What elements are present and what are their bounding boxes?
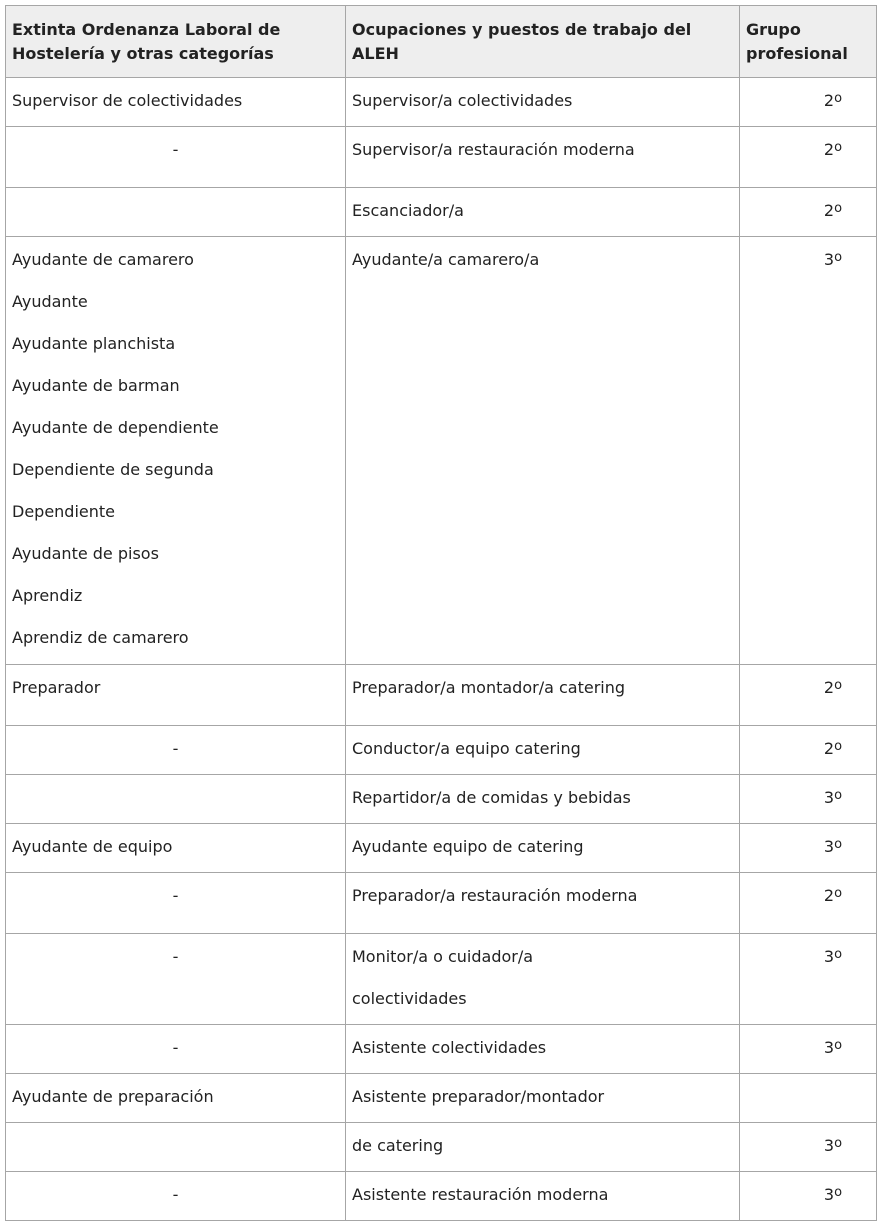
- ordenanza-line: Ayudante de barman: [12, 376, 180, 395]
- ocupacion-cell: Asistente colectividades: [346, 1025, 740, 1074]
- table-row: [6, 665, 877, 726]
- grupo-number: 3: [823, 1185, 835, 1204]
- grupo-ordinal: o: [834, 1136, 843, 1151]
- ordenanza-cell: Supervisor de colectividades: [6, 78, 346, 127]
- ordenanza-cell: -: [6, 1172, 346, 1221]
- grupo-cell: [740, 237, 877, 665]
- grupo-number: 2: [823, 739, 835, 758]
- table-row: [6, 775, 877, 824]
- ordenanza-cell: -: [6, 934, 346, 1025]
- grupo-ordinal: o: [834, 947, 843, 962]
- grupo-ordinal: o: [834, 739, 843, 754]
- ocupacion-cell: [346, 934, 740, 1025]
- ordenanza-line: Ayudante de camarero: [12, 250, 194, 269]
- grupo-ordinal: o: [834, 788, 843, 803]
- ocupacion-cell: Preparador/a restauración moderna: [346, 873, 740, 934]
- table-row: [6, 1074, 877, 1123]
- ordenanza-line: Aprendiz de camarero: [12, 628, 189, 647]
- grupo-ordinal: o: [834, 250, 843, 265]
- header-grupo: Grupo profesional: [740, 6, 877, 78]
- table-row: [6, 824, 877, 873]
- ordenanza-cell: -: [6, 726, 346, 775]
- grupo-number: 2: [823, 140, 835, 159]
- table-row: [6, 873, 877, 934]
- categories-table: [5, 5, 877, 1221]
- grupo-ordinal: o: [834, 1038, 843, 1053]
- grupo-number: 3: [823, 1136, 835, 1155]
- grupo-cell: [740, 824, 877, 873]
- grupo-ordinal: o: [834, 91, 843, 106]
- grupo-cell: [740, 934, 877, 1025]
- ocupacion-line: colectividades: [352, 989, 467, 1008]
- table-row: [6, 1025, 877, 1074]
- ocupacion-cell: de catering: [346, 1123, 740, 1172]
- grupo-cell: [740, 1074, 877, 1123]
- ordenanza-line: Ayudante planchista: [12, 334, 176, 353]
- ordenanza-line: Ayudante de pisos: [12, 544, 159, 563]
- table-row: [6, 78, 877, 127]
- grupo-number: 3: [823, 947, 835, 966]
- grupo-ordinal: o: [834, 1185, 843, 1200]
- grupo-cell: [740, 127, 877, 188]
- grupo-number: 2: [823, 201, 835, 220]
- grupo-cell: [740, 78, 877, 127]
- grupo-number: 2: [823, 91, 835, 110]
- ordenanza-cell: Preparador: [6, 665, 346, 726]
- ordenanza-cell: [6, 188, 346, 237]
- ordenanza-cell: [6, 237, 346, 665]
- ordenanza-cell: -: [6, 1025, 346, 1074]
- table-row: [6, 1172, 877, 1221]
- ordenanza-cell: Ayudante de preparación: [6, 1074, 346, 1123]
- ordenanza-cell: -: [6, 873, 346, 934]
- ocupacion-cell: Conductor/a equipo catering: [346, 726, 740, 775]
- table-row: [6, 934, 877, 1025]
- grupo-cell: [740, 1025, 877, 1074]
- grupo-ordinal: o: [834, 140, 843, 155]
- grupo-cell: [740, 665, 877, 726]
- grupo-cell: [740, 775, 877, 824]
- table-row: [6, 188, 877, 237]
- ordenanza-cell: [6, 775, 346, 824]
- grupo-ordinal: o: [834, 837, 843, 852]
- grupo-ordinal: o: [834, 678, 843, 693]
- ordenanza-line: Ayudante: [12, 292, 88, 311]
- ordenanza-line: Dependiente: [12, 502, 116, 521]
- ocupacion-cell: Asistente preparador/montador: [346, 1074, 740, 1123]
- grupo-number: 3: [823, 250, 835, 269]
- grupo-number: 3: [823, 837, 835, 856]
- ordenanza-line: Dependiente de segunda: [12, 460, 214, 479]
- header-ocupaciones: Ocupaciones y puestos de trabajo del ALEH: [346, 6, 740, 78]
- grupo-ordinal: o: [834, 886, 843, 901]
- table-row: [6, 726, 877, 775]
- grupo-number: 2: [823, 678, 835, 697]
- table-row: [6, 127, 877, 188]
- ocupacion-cell: Supervisor/a colectividades: [346, 78, 740, 127]
- header-row: [6, 6, 877, 78]
- ocupacion-cell: Escanciador/a: [346, 188, 740, 237]
- ocupacion-line: Monitor/a o cuidador/a: [352, 947, 534, 966]
- grupo-cell: [740, 1172, 877, 1221]
- grupo-cell: [740, 726, 877, 775]
- table-row: [6, 1123, 877, 1172]
- ocupacion-cell: Ayudante equipo de catering: [346, 824, 740, 873]
- ordenanza-line: Ayudante de dependiente: [12, 418, 219, 437]
- grupo-cell: [740, 873, 877, 934]
- ocupacion-cell: Asistente restauración moderna: [346, 1172, 740, 1221]
- ordenanza-cell: -: [6, 127, 346, 188]
- ordenanza-cell: Ayudante de equipo: [6, 824, 346, 873]
- grupo-cell: [740, 188, 877, 237]
- ocupacion-cell: Ayudante/a camarero/a: [346, 237, 740, 665]
- ordenanza-line: Aprendiz: [12, 586, 83, 605]
- header-ordenanza: Extinta Ordenanza Laboral de Hostelería y otras categorías: [6, 6, 346, 78]
- ocupacion-cell: Preparador/a montador/a catering: [346, 665, 740, 726]
- ocupacion-cell: Repartidor/a de comidas y bebidas: [346, 775, 740, 824]
- grupo-number: 2: [823, 886, 835, 905]
- grupo-cell: [740, 1123, 877, 1172]
- ordenanza-cell: [6, 1123, 346, 1172]
- table-row: [6, 237, 877, 665]
- grupo-number: 3: [823, 1038, 835, 1057]
- grupo-number: 3: [823, 788, 835, 807]
- ocupacion-cell: Supervisor/a restauración moderna: [346, 127, 740, 188]
- grupo-ordinal: o: [834, 201, 843, 216]
